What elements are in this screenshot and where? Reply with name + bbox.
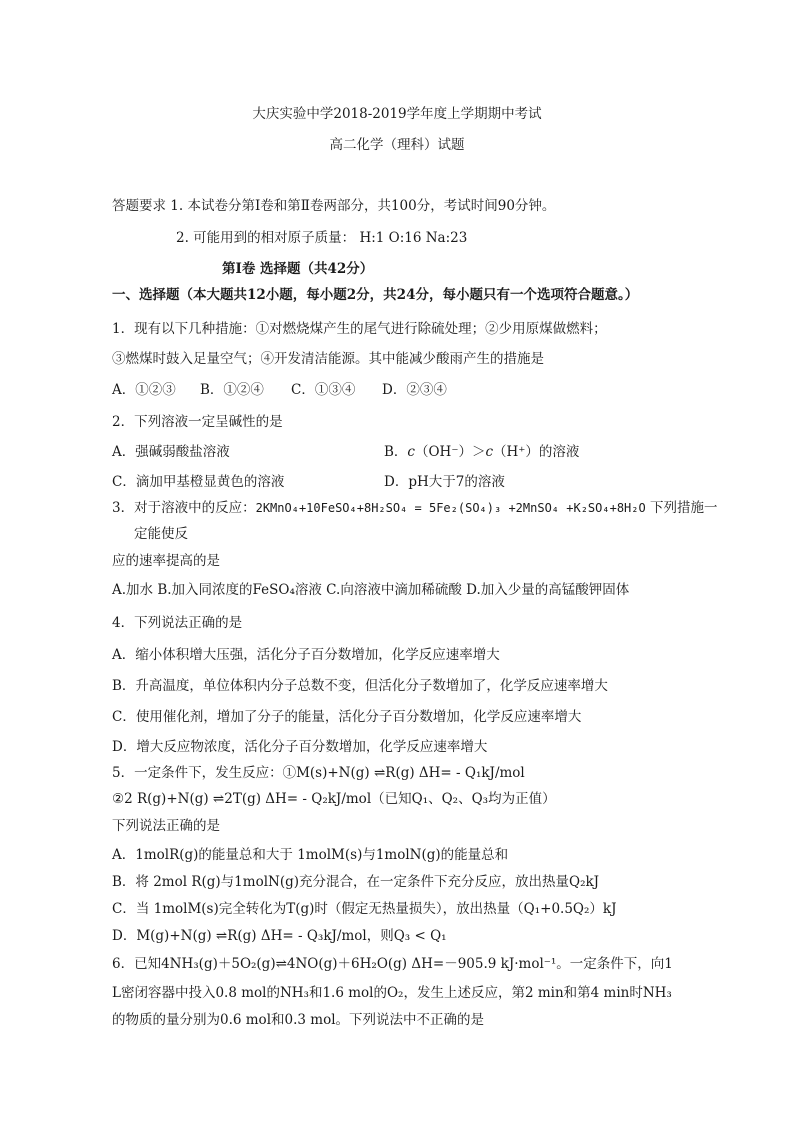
q5-stem-line-1: 5．一定条件下，发生反应：①M(s)+N(g) ⇌R(g) ΔH= - Q₁kJ/mol xyxy=(112,765,525,781)
q5-option-c: C．当 1molM(s)完全转化为T(g)时（假定无热量损失），放出热量（Q₁+0.5Q₂）kJ xyxy=(112,901,617,917)
q4-stem: 4．下列说法正确的是 xyxy=(112,615,243,631)
q6-stem-line-3: 的物质的量分别为0.6 mol和0.3 mol。下列说法中不正确的是 xyxy=(112,1012,485,1028)
q6-stem-line-1: 6．已知4NH₃(g)＋5O₂(g)⇌4NO(g)＋6H₂O(g) ΔH=－905.9 kJ·mol⁻¹。一定条件下，向1 xyxy=(112,956,673,972)
q4-option-a: A．缩小体积增大压强，活化分子百分数增加，化学反应速率增大 xyxy=(112,647,500,663)
q5-option-d: D．M(g)+N(g) ⇌R(g) ΔH= - Q₃kJ/mol，则Q₃ < Q₁ xyxy=(112,928,447,944)
exam-subtitle: 高二化学（理科）试题 xyxy=(329,137,465,153)
q5-stem-line-2: ②2 R(g)+N(g) ⇌2T(g) ΔH= - Q₂kJ/mol（已知Q₁、Q₂、Q₃均为正值） xyxy=(112,791,556,807)
q2-option-c: C．滴加甲基橙显黄色的溶液 xyxy=(112,474,285,490)
q6-stem-line-2: L密闭容器中投入0.8 mol的NH₃和1.6 mol的O₂，发生上述反应，第2 min和第4 min时NH₃ xyxy=(112,985,672,1001)
q2-stem: 2．下列溶液一定呈碱性的是 xyxy=(112,414,283,430)
exam-title: 大庆实验中学2018-2019学年度上学期期中考试 xyxy=(252,106,542,122)
q4-option-c: C．使用催化剂，增加了分子的能量，活化分子百分数增加，化学反应速率增大 xyxy=(112,709,582,725)
requirement-line-1: 答题要求 1. 本试卷分第Ⅰ卷和第Ⅱ卷两部分，共100分，考试时间90分钟。 xyxy=(112,198,556,214)
q1-option-c: C．①③④ xyxy=(291,382,356,398)
q1-stem-line-1: 1．现有以下几种措施：①对燃烧煤产生的尾气进行除硫处理；②少用原煤做燃料； xyxy=(112,321,607,337)
q2-option-a: A．强碱弱酸盐溶液 xyxy=(112,444,230,460)
q5-option-b: B．将 2mol R(g)与1molN(g)充分混合，在一定条件下充分反应，放出热量Q₂kJ xyxy=(112,874,600,890)
q1-option-b: B．①②④ xyxy=(200,382,264,398)
q5-option-a: A．1molR(g)的能量总和大于 1molM(s)与1molN(g)的能量总和 xyxy=(112,847,509,863)
q2-option-d: D．pH大于7的溶液 xyxy=(384,474,505,490)
q4-option-d: D．增大反应物浓度，活化分子百分数增加，化学反应速率增大 xyxy=(112,739,488,755)
q1-option-a: A．①②③ xyxy=(112,382,176,398)
q3-stem-line-3: 应的速率提高的是 xyxy=(112,553,220,569)
q2-option-b: B．c（OH⁻）＞c（H⁺）的溶液 xyxy=(384,444,580,460)
q1-stem-line-2: ③燃煤时鼓入足量空气；④开发清洁能源。其中能减少酸雨产生的措施是 xyxy=(112,351,544,367)
q3-stem-line-2: 定能使反 xyxy=(134,526,188,542)
q3-stem-line-1: 3．对于溶液中的反应：2KMnO₄+10FeSO₄+8H₂SO₄ = 5Fe₂(SO₄)₃ +2MnSO₄ +K₂SO₄+8H₂O 下列措施一 xyxy=(112,500,718,516)
section-title: 第Ⅰ卷 选择题（共42分） xyxy=(222,261,374,277)
requirement-line-2: 2. 可能用到的相对原子质量： H:1 O:16 Na:23 xyxy=(176,230,468,246)
q5-stem-line-3: 下列说法正确的是 xyxy=(112,818,220,834)
q3-options: A.加水 B.加入同浓度的FeSO₄溶液 C.向溶液中滴加稀硫酸 D.加入少量的高锰酸钾固体 xyxy=(112,582,630,598)
q3-equation: 2KMnO₄+10FeSO₄+8H₂SO₄ = 5Fe₂(SO₄)₃ +2MnSO₄ +K₂SO₄+8H₂O xyxy=(255,501,646,515)
part-one-heading: 一、选择题（本大题共12小题，每小题2分，共24分，每小题只有一个选项符合题意。） xyxy=(112,287,639,303)
q4-option-b: B．升高温度，单位体积内分子总数不变，但活化分子数增加了，化学反应速率增大 xyxy=(112,678,608,694)
q1-option-d: D．②③④ xyxy=(382,382,447,398)
